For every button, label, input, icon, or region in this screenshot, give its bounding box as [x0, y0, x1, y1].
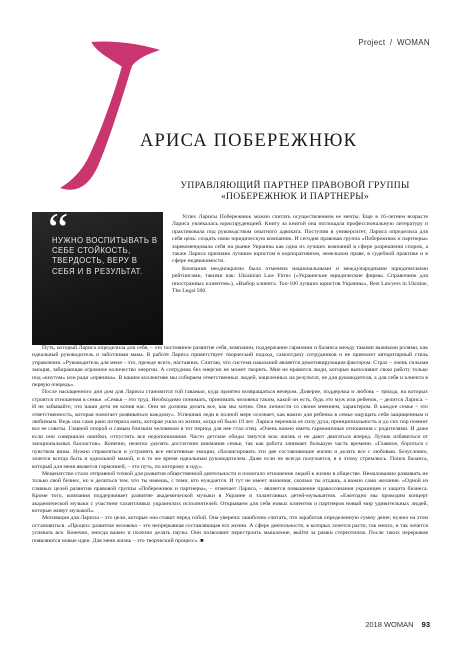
page-number: 93 — [421, 620, 430, 629]
title-initial — [52, 38, 177, 198]
quote-mark-icon: “ — [48, 212, 69, 254]
subtitle — [150, 180, 440, 202]
paragraph: Мотивация для Ларисы – это цели, которые она ставит перед собой. Она уверена: ошибочно считать, что заработав определенную сумму денег, нужно на этом остановиться. «Процесс развития человека – это непрерывная составляющая его жизни. А сфере деятельности, в которых хочется расти, так много, и так хочется успевать все. Конечно, иногда важно и полезно делать паузы. Они позволяют перестроить мышление, выйти за рамки стереотипов. После таких перерывов появляются новые идеи. Для меня жизнь – это творческий процесс». ■ — [32, 515, 428, 544]
magazine-label: WOMAN — [396, 38, 430, 47]
section-header — [358, 38, 430, 47]
paragraph: Успех Ларисы Побережнюк можно считать осуществлением ее мечты. Еще в 16-летнем возрасте Лариса увлекалась юриспруденцией. Книгу за книгой она поглощала профессиональную литературу и практиковала под руководством опытного адвоката. Поступив в университет, Лариса определила для себя цель: создать свою юридическую компанию. И сегодня правовая группа «Побережнюк и партнеры» зарекомендовала себя на рынке Украины как одна из лучших компаний в сфере разрешения споров, а также Лариса признана лучшим юристом в корпоративном, земельном праве, в судебной практике и в сфере недвижимости. — [172, 214, 428, 265]
paragraph: После насыщенного дня дом для Ларисы становится той гаванью, куда приятно возвращаться вечером. Доверие, поддержка и любовь – триада, на которых строятся отношения в семье. «Семья – это труд. Необходимо понимать, принимать человека таким, какой он есть, будь это муж или ребенок, – делится Лариса. – И не забывайте, что наши дети не копия нас. Они не должны делать все, как мы хотим. Они личности со своим мнением, характером. В каждое семье – это ответственность, которая помогает развиваться каждому». Успешная леди в полной мере осознает, как важно для ребенка в семье ощущать себя защищенным и любимым. Ведь она сама рано потеряла мать, которая ушла из жизни, когда ей было 19 лет. Лариса переняла ее силу духа, принципиальность и до сих пор помнит все ее советы. Главной опорой и самым близким человеком в тот период для нее стал отец. «Очень важно иметь гармоничные отношения с родителями. И даже если они совершили ошибки, отпустить все недопонимания. Часто детские обиды тянутся всю жизнь и не дают двигаться вперед. Лучше избавиться от эмоциональных балластов». Конечно, нелегко уделять достаточно внимания семье, так как работа занимает большую часть времени. «Главное, бороться с чувством вины. Нужно справляться и устранять все негативные эмоции, сбалансировать эти две составляющие жизни и делать все с любовью. Безусловно, хочется всегда быть и идеальной мамой, и в то же время идеальным руководителем. Даже если не всегда получается, я к этому стремлюсь. Поиск баланса, который для меня является гармонией, – это путь, по которому я иду». — [32, 389, 428, 470]
issue-label: 2018 WOMAN — [365, 620, 414, 629]
paragraph: Меценатство стало отправной точкой для развития общественной деятельности и помогало отношение людей к жизни в обществе. Немаловажно развивать не только свой бизнес, но и делиться тем, что ты имеешь, с теми, кто нуждается. И тут не имеет значения, сколько ты отдашь, а важно само желание. «Одной из главных целей развития правовой группы «Побережнюк и партнеры», – отмечает Лариса, – является повышение правосознания украинцев и защита бизнеса. Кроме того, компания поддерживает развитие академической музыки в Украине и талантливых детей-музыкантов. «Ежегодно мы проводим концерт академической музыки с участием талантливых украинских исполнителей. Открываем для себя новых клиентов и партнеров новый мир удивительных людей, которые живут музыкой». — [32, 470, 428, 514]
article-intro — [172, 214, 428, 344]
header-separator: / — [389, 38, 393, 47]
svg-text:Л: Л — [52, 38, 53, 39]
page-footer — [365, 620, 430, 629]
paragraph: Компания неоднократно была отмечена национальными и международными юридическими рейтингами, такими как: Ukrainian Law Firms («Украинские юридические фирмы. Справочник для иностранных клиентов»), «Выбор клиента. Топ-100 лучших юристов Украины», Best Lawyers in Ukraine, The Legal 500. — [172, 265, 428, 295]
article-body — [32, 345, 428, 623]
title-name: АРИСА ПОБЕРЕЖНЮК — [140, 131, 358, 151]
subtitle-line-1: УПРАВЛЯЮЩИЙ ПАРТНЕР ПРАВОВОЙ ГРУППЫ — [180, 180, 410, 191]
quote-photo — [32, 212, 163, 345]
pull-quote: НУЖНО ВОСПИТЫВАТЬ В СЕБЕ СТОЙКОСТЬ, ТВЕРДОСТЬ, ВЕРУ В СЕБЯ И В РЕЗУЛЬТАТ. — [52, 236, 158, 276]
section-label: Project — [358, 38, 386, 47]
subtitle-line-2: «ПОБЕРЕЖНЮК И ПАРТНЕРЫ» — [220, 191, 370, 202]
paragraph: Путь, который Лариса определила для себя, – это постоянное развитие себя, компании, поддержание гармонии и баланса между такими важными ролями, как идеальный руководитель и заботливая мама. В работе Лариса приветствует творческий подход, самоотдачу сотрудников и не приемлет авторитарный стиль управления. «Руководитель для меня – это, прежде всего, наставник. Считаю, что система наказаний является демотивирующим фактором. Страх – очень сильная эмоция, забирающая огромное количество энергии. А сотрудник без энергии не может творить. Мне не нравится люди, которые выполняют свою работу только под «кнутом» или ради «пряника». В нашем коллективе мы собираем ответственных людей, нацеленных на результат, не для руководителя, а для себя и клиента в первую очередь». — [32, 345, 428, 389]
